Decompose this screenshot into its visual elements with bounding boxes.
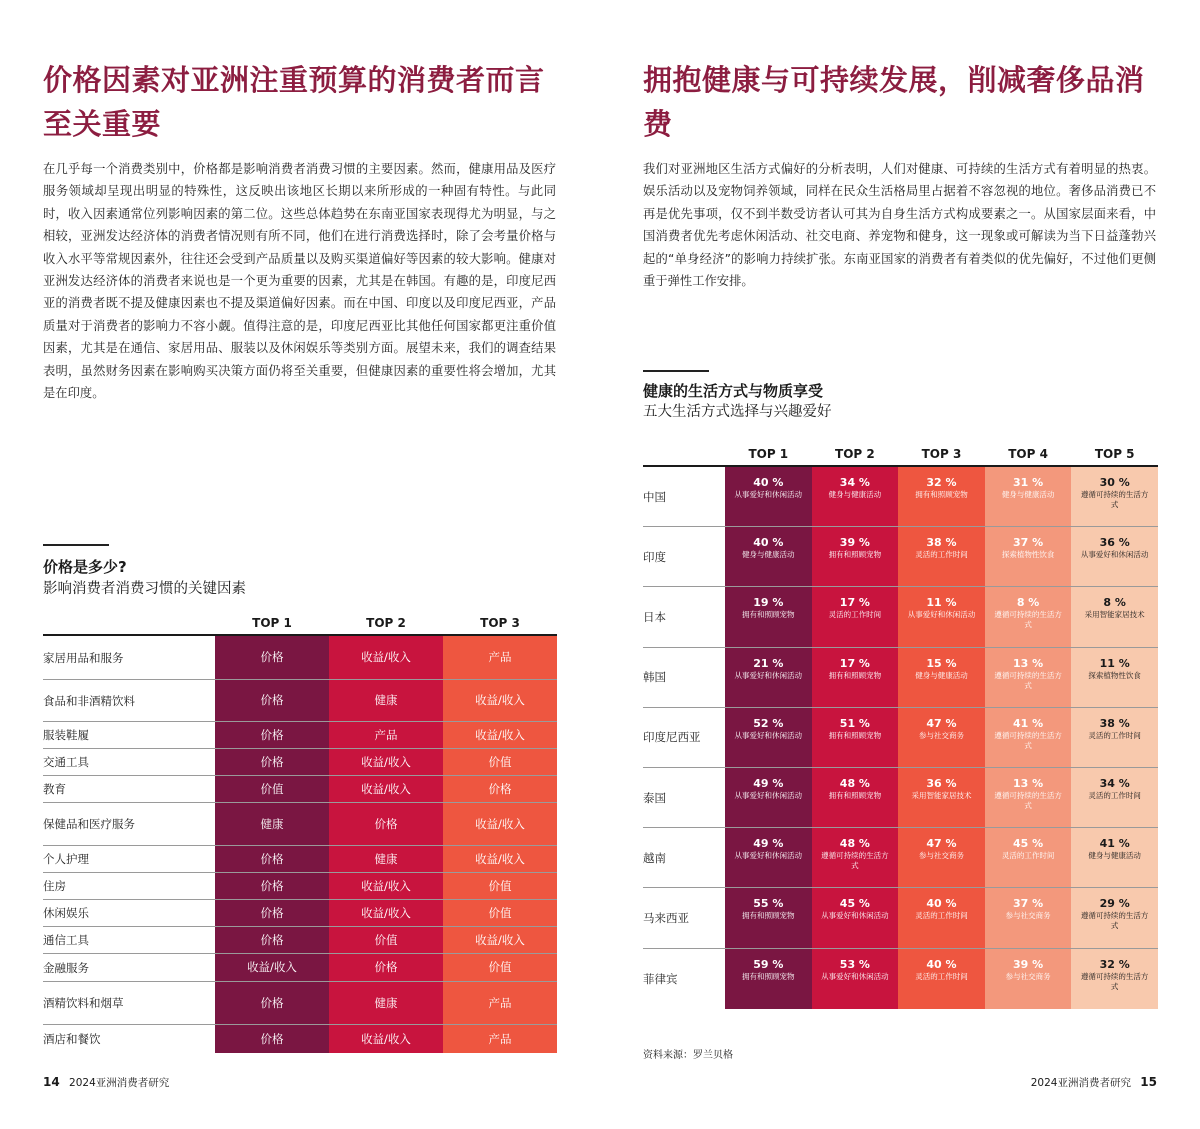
row-country: 日本 bbox=[643, 609, 666, 624]
right-figure-rule bbox=[643, 370, 709, 372]
right-figure-subtitle: 五大生活方式选择与兴趣爱好 bbox=[643, 404, 832, 420]
header-top1: TOP 1 bbox=[252, 616, 292, 630]
lifestyle-cell-top1 bbox=[725, 888, 812, 947]
factor-cell-top3: 价值 bbox=[443, 954, 557, 981]
cell-percentage: 31 % bbox=[1012, 476, 1044, 489]
lifestyle-cell-top5 bbox=[1071, 527, 1158, 586]
factor-cell-top3: 收益/收入 bbox=[443, 927, 557, 953]
factor-cell-top3: 价格 bbox=[443, 776, 557, 802]
row-country: 泰国 bbox=[643, 790, 666, 805]
cell-label: 从事爱好和休闲活动 bbox=[1080, 550, 1149, 560]
source-note: 资料来源：罗兰贝格 bbox=[643, 1050, 733, 1061]
header-top3: TOP 3 bbox=[921, 447, 962, 461]
right-page-number: 15 bbox=[1140, 1075, 1157, 1089]
header-top5: TOP 5 bbox=[1094, 447, 1135, 461]
row-category: 服装鞋履 bbox=[43, 728, 89, 742]
factor-cell-top3: 收益/收入 bbox=[443, 680, 557, 721]
cell-label: 拥有和照顾宠物 bbox=[742, 911, 795, 921]
table-row bbox=[643, 708, 1158, 768]
cell-percentage: 49 % bbox=[753, 837, 784, 851]
cell-percentage: 17 % bbox=[839, 596, 870, 610]
factor-cell-top1: 价格 bbox=[215, 722, 329, 748]
factor-cell-top1: 价格 bbox=[215, 927, 329, 953]
header-top2: TOP 2 bbox=[835, 447, 875, 461]
factor-cell-top2: 价值 bbox=[329, 927, 443, 953]
factor-cell-top3: 价值 bbox=[443, 900, 557, 926]
lifestyle-cell-top4 bbox=[985, 587, 1072, 646]
row-category: 住房 bbox=[43, 879, 66, 893]
row-country: 菲律宾 bbox=[643, 971, 678, 986]
left-page-number: 14 bbox=[43, 1075, 60, 1089]
lifestyle-cell-top2 bbox=[812, 768, 899, 827]
cell-percentage: 37 % bbox=[1012, 536, 1044, 550]
cell-label: 健身与健康活动 bbox=[742, 550, 795, 560]
cell-percentage: 51 % bbox=[839, 716, 870, 730]
cell-label: 从事爱好和休闲活动 bbox=[734, 851, 803, 861]
cell-label: 参与社交商务 bbox=[918, 730, 964, 740]
lifestyle-cell-top2 bbox=[812, 708, 899, 767]
table-row bbox=[643, 888, 1158, 948]
lifestyle-cell-top5 bbox=[1071, 828, 1158, 887]
factor-cell-top2: 收益/收入 bbox=[329, 636, 443, 679]
header-top4: TOP 4 bbox=[1008, 447, 1048, 461]
left-footer bbox=[43, 1075, 169, 1090]
factor-cell-top2: 健康 bbox=[329, 846, 443, 872]
factor-cell-top2: 收益/收入 bbox=[329, 900, 443, 926]
cell-label: 健身与健康活动 bbox=[915, 670, 968, 680]
lifestyle-cell-top5 bbox=[1071, 648, 1158, 707]
row-country: 中国 bbox=[643, 489, 666, 504]
factor-cell-top1: 价格 bbox=[215, 982, 329, 1024]
cell-label: 参与社交商务 bbox=[1005, 971, 1051, 981]
table-row bbox=[43, 900, 557, 927]
table-body bbox=[43, 636, 557, 1053]
left-footer-title: 2024亚洲消费者研究 bbox=[69, 1077, 170, 1089]
lifestyle-cell-top1 bbox=[725, 527, 812, 586]
row-category: 家居用品和服务 bbox=[43, 650, 124, 665]
cell-percentage: 17 % bbox=[839, 656, 870, 670]
cell-label: 遵循可持续的生活方式 bbox=[994, 610, 1062, 630]
factor-cell-top3: 收益/收入 bbox=[443, 846, 557, 872]
cell-label: 遵循可持续的生活方式 bbox=[821, 851, 889, 871]
lifestyle-cell-top5 bbox=[1071, 467, 1158, 526]
factor-cell-top1: 价格 bbox=[215, 900, 329, 926]
factor-cell-top1: 价格 bbox=[215, 846, 329, 872]
lifestyle-cell-top4 bbox=[985, 949, 1072, 1009]
factor-cell-top1: 价格 bbox=[215, 636, 329, 679]
cell-percentage: 30 % bbox=[1099, 476, 1130, 489]
cell-percentage: 41 % bbox=[1012, 716, 1044, 730]
lifestyle-cell-top3 bbox=[898, 828, 985, 887]
cell-percentage: 11 % bbox=[926, 596, 957, 610]
table-body bbox=[643, 467, 1158, 1009]
lifestyle-cell-top4 bbox=[985, 708, 1072, 767]
cell-label: 灵活的工作时间 bbox=[1088, 730, 1141, 740]
header-top3: TOP 3 bbox=[480, 616, 520, 630]
cell-label: 灵活的工作时间 bbox=[1088, 790, 1141, 800]
table-row bbox=[43, 982, 557, 1025]
cell-label: 采用智能家居技术 bbox=[911, 790, 972, 800]
factor-cell-top2: 产品 bbox=[329, 722, 443, 748]
factor-cell-top2: 收益/收入 bbox=[329, 873, 443, 899]
cell-percentage: 47 % bbox=[926, 837, 957, 851]
cell-label: 遵循可持续的生活方式 bbox=[994, 730, 1062, 750]
cell-percentage: 40 % bbox=[926, 957, 957, 971]
factor-cell-top2: 价格 bbox=[329, 803, 443, 845]
cell-label: 从事爱好和休闲活动 bbox=[734, 490, 803, 499]
row-category: 休闲娱乐 bbox=[43, 906, 89, 920]
right-footer-title: 2024亚洲消费者研究 bbox=[1030, 1077, 1131, 1089]
cell-label: 从事爱好和休闲活动 bbox=[907, 610, 976, 620]
row-country: 印度尼西亚 bbox=[643, 730, 701, 745]
table-row bbox=[643, 467, 1158, 527]
row-category: 通信工具 bbox=[43, 933, 89, 947]
cell-label: 遵循可持续的生活方式 bbox=[1080, 971, 1149, 991]
lifestyle-cell-top5 bbox=[1071, 768, 1158, 827]
cell-percentage: 38 % bbox=[926, 536, 957, 550]
table-row bbox=[43, 927, 557, 954]
price-factors-table bbox=[43, 612, 557, 1053]
lifestyle-cell-top1 bbox=[725, 648, 812, 707]
table-row bbox=[43, 846, 557, 873]
cell-label: 健身与健康活动 bbox=[1088, 851, 1141, 861]
factor-cell-top2: 收益/收入 bbox=[329, 1025, 443, 1053]
cell-percentage: 29 % bbox=[1099, 897, 1130, 911]
cell-percentage: 13 % bbox=[1012, 656, 1044, 670]
cell-percentage: 21 % bbox=[753, 656, 784, 670]
cell-label: 灵活的工作时间 bbox=[1001, 851, 1055, 861]
lifestyle-cell-top1 bbox=[725, 587, 812, 646]
cell-percentage: 19 % bbox=[753, 596, 784, 610]
factor-cell-top1: 价格 bbox=[215, 749, 329, 775]
lifestyle-cell-top1 bbox=[725, 949, 812, 1009]
cell-percentage: 53 % bbox=[839, 957, 870, 971]
cell-percentage: 41 % bbox=[1099, 837, 1130, 851]
row-category: 食品和非酒精饮料 bbox=[43, 693, 135, 708]
cell-percentage: 8 % bbox=[1016, 596, 1040, 610]
cell-percentage: 15 % bbox=[926, 656, 957, 670]
cell-label: 灵活的工作时间 bbox=[915, 911, 968, 921]
lifestyle-cell-top2 bbox=[812, 888, 899, 947]
cell-percentage: 45 % bbox=[1012, 837, 1044, 851]
row-country: 越南 bbox=[643, 850, 666, 865]
row-category: 个人护理 bbox=[43, 852, 89, 866]
lifestyle-cell-top2 bbox=[812, 828, 899, 887]
right-figure-title: 健康的生活方式与物质享受 bbox=[643, 382, 824, 400]
table-row bbox=[643, 648, 1158, 708]
cell-percentage: 55 % bbox=[753, 897, 784, 911]
cell-label: 灵活的工作时间 bbox=[915, 550, 968, 560]
cell-label: 遵循可持续的生活方式 bbox=[994, 670, 1062, 690]
cell-label: 拥有和照顾宠物 bbox=[828, 550, 882, 560]
cell-label: 灵活的工作时间 bbox=[915, 971, 968, 981]
lifestyle-cell-top2 bbox=[812, 467, 899, 526]
table-row bbox=[643, 527, 1158, 587]
header-top2: TOP 2 bbox=[366, 616, 406, 630]
factor-cell-top3: 产品 bbox=[443, 982, 557, 1024]
table-row bbox=[43, 749, 557, 776]
cell-percentage: 32 % bbox=[1099, 957, 1130, 971]
cell-label: 探索植物性饮食 bbox=[1088, 670, 1141, 680]
lifestyle-cell-top5 bbox=[1071, 587, 1158, 646]
table-row bbox=[43, 722, 557, 749]
lifestyle-cell-top3 bbox=[898, 587, 985, 646]
cell-label: 拥有和照顾宠物 bbox=[742, 610, 795, 620]
factor-cell-top3: 产品 bbox=[443, 1025, 557, 1053]
cell-percentage: 34 % bbox=[1099, 776, 1130, 790]
right-heading: 拥抱健康与可持续发展，削减奢侈品消费 bbox=[643, 63, 1145, 141]
cell-label: 从事爱好和休闲活动 bbox=[734, 670, 803, 680]
lifestyle-cell-top3 bbox=[898, 467, 985, 526]
cell-percentage: 32 % bbox=[926, 476, 957, 489]
cell-percentage: 34 % bbox=[839, 476, 870, 489]
table-row bbox=[643, 828, 1158, 888]
lifestyle-cell-top4 bbox=[985, 648, 1072, 707]
factor-cell-top3: 价值 bbox=[443, 873, 557, 899]
lifestyle-cell-top4 bbox=[985, 828, 1072, 887]
lifestyle-cell-top1 bbox=[725, 768, 812, 827]
right-body-text: 我们对亚洲地区生活方式偏好的分析表明，人们对健康、可持续的生活方式有着明显的热衷。娱乐活动以及宠物饲养领域，同样在民众生活格局里占据着不容忽视的地位。奢侈品消费已不再是优先事项，仅不到半数受访者认可其为自身生活方式构成要素之一。从国家层面来看，中国消费者优先考虑休闲活动、社交电商、养宠物和健身，这一现象或可解读为当下日益蓬勃兴起的“单身经济”的影响力持续扩张。东南亚国家的消费者有着类似的优先偏好，不过他们更侧重于弹性工作安排。 bbox=[643, 162, 1156, 289]
left-figure-subtitle: 影响消费者消费习惯的关键因素 bbox=[43, 581, 246, 597]
cell-percentage: 40 % bbox=[926, 897, 957, 911]
left-heading: 价格因素对亚洲注重预算的消费者而言至关重要 bbox=[43, 63, 545, 141]
factor-cell-top3: 收益/收入 bbox=[443, 722, 557, 748]
cell-percentage: 36 % bbox=[926, 776, 957, 790]
right-footer bbox=[1031, 1075, 1157, 1090]
factor-cell-top3: 收益/收入 bbox=[443, 803, 557, 845]
lifestyle-cell-top2 bbox=[812, 648, 899, 707]
factor-cell-top1: 价格 bbox=[215, 873, 329, 899]
lifestyle-cell-top2 bbox=[812, 587, 899, 646]
table-row bbox=[643, 587, 1158, 647]
cell-label: 健身与健康活动 bbox=[828, 490, 882, 499]
lifestyle-cell-top3 bbox=[898, 888, 985, 947]
row-category: 金融服务 bbox=[43, 960, 89, 975]
cell-percentage: 39 % bbox=[1012, 957, 1044, 971]
cell-percentage: 8 % bbox=[1103, 596, 1126, 610]
cell-percentage: 40 % bbox=[753, 536, 784, 550]
lifestyle-cell-top3 bbox=[898, 949, 985, 1009]
cell-percentage: 59 % bbox=[753, 957, 784, 971]
factor-cell-top2: 健康 bbox=[329, 680, 443, 721]
row-country: 印度 bbox=[643, 549, 666, 564]
cell-label: 采用智能家居技术 bbox=[1084, 610, 1145, 620]
table-row bbox=[643, 949, 1158, 1009]
left-figure-rule bbox=[43, 544, 109, 546]
cell-label: 从事爱好和休闲活动 bbox=[734, 730, 803, 740]
factor-cell-top2: 收益/收入 bbox=[329, 749, 443, 775]
factor-cell-top1: 价值 bbox=[215, 776, 329, 802]
lifestyle-cell-top2 bbox=[812, 527, 899, 586]
cell-percentage: 37 % bbox=[1012, 897, 1044, 911]
row-country: 马来西亚 bbox=[643, 910, 689, 925]
lifestyle-cell-top4 bbox=[985, 768, 1072, 827]
left-figure-title: 价格是多少? bbox=[43, 558, 127, 576]
table-row bbox=[643, 768, 1158, 828]
factor-cell-top1: 收益/收入 bbox=[215, 954, 329, 981]
row-category: 保健品和医疗服务 bbox=[43, 817, 135, 831]
cell-label: 拥有和照顾宠物 bbox=[828, 790, 882, 800]
cell-label: 拥有和照顾宠物 bbox=[915, 490, 968, 499]
table-row bbox=[43, 1025, 557, 1053]
cell-percentage: 48 % bbox=[839, 837, 870, 851]
left-body-text: 在几乎每一个消费类别中，价格都是影响消费者消费习惯的主要因素。然而，健康用品及医疗服务领域却呈现出明显的特殊性，这反映出该地区长期以来所形成的一种固有特性。与此同时，收入因素通常位列影响因素的第二位。这些总体趋势在东南亚国家表现得尤为明显，与之相较，亚洲发达经济体的消费者情况则有所不同，他们在进行消费选择时，除了会考量价格与收入水平等常规因素外，往往还会受到产品质量以及购买渠道偏好等因素的较大影响。健康对亚洲发达经济体的消费者来说也是一个更为重要的因素，尤其是在韩国。有趣的是，印度尼西亚的消费者既不提及健康因素也不提及渠道偏好因素。而在中国、印度以及印度尼西亚，产品质量对于消费者的影响力不容小觑。值得注意的是，印度尼西亚比其他任何国家都更注重价值因素，尤其是在通信、家居用品、服装以及休闲娱乐等类别方面。展望未来，我们的调查结果表明，虽然财务因素在影响购买决策方面仍将至关重要，但健康因素的重要性将会增加，尤其是在印度。 bbox=[43, 162, 556, 401]
cell-label: 拥有和照顾宠物 bbox=[828, 670, 882, 680]
factor-cell-top2: 健康 bbox=[329, 982, 443, 1024]
factor-cell-top2: 价格 bbox=[329, 954, 443, 981]
factor-cell-top3: 产品 bbox=[443, 636, 557, 679]
table-header bbox=[43, 612, 557, 634]
table-row bbox=[43, 776, 557, 803]
lifestyle-cell-top3 bbox=[898, 768, 985, 827]
cell-percentage: 47 % bbox=[926, 716, 957, 730]
table-row bbox=[43, 803, 557, 846]
factor-cell-top2: 收益/收入 bbox=[329, 776, 443, 802]
cell-percentage: 38 % bbox=[1099, 716, 1130, 730]
factor-cell-top1: 价格 bbox=[215, 1025, 329, 1053]
lifestyle-cell-top3 bbox=[898, 708, 985, 767]
cell-label: 拥有和照顾宠物 bbox=[742, 971, 795, 981]
lifestyle-cell-top5 bbox=[1071, 949, 1158, 1009]
table-row bbox=[43, 873, 557, 900]
lifestyle-table bbox=[643, 443, 1158, 1009]
cell-percentage: 40 % bbox=[753, 476, 784, 489]
table-header bbox=[643, 443, 1158, 465]
lifestyle-cell-top3 bbox=[898, 527, 985, 586]
cell-label: 从事爱好和休闲活动 bbox=[821, 971, 889, 981]
cell-label: 参与社交商务 bbox=[1005, 911, 1051, 921]
row-category: 交通工具 bbox=[43, 755, 89, 769]
row-category: 教育 bbox=[43, 782, 66, 796]
cell-label: 从事爱好和休闲活动 bbox=[734, 790, 803, 800]
row-category: 酒店和餐饮 bbox=[43, 1032, 101, 1046]
lifestyle-cell-top5 bbox=[1071, 708, 1158, 767]
cell-label: 遵循可持续的生活方式 bbox=[1080, 490, 1149, 509]
lifestyle-cell-top2 bbox=[812, 949, 899, 1009]
cell-label: 健身与健康活动 bbox=[1001, 490, 1055, 499]
lifestyle-cell-top4 bbox=[985, 527, 1072, 586]
cell-percentage: 36 % bbox=[1099, 536, 1130, 550]
cell-percentage: 48 % bbox=[839, 776, 870, 790]
lifestyle-cell-top1 bbox=[725, 467, 812, 526]
cell-percentage: 11 % bbox=[1099, 656, 1130, 670]
cell-label: 灵活的工作时间 bbox=[828, 610, 882, 620]
cell-label: 遵循可持续的生活方式 bbox=[994, 790, 1062, 810]
factor-cell-top3: 价值 bbox=[443, 749, 557, 775]
cell-label: 拥有和照顾宠物 bbox=[828, 730, 882, 740]
cell-percentage: 52 % bbox=[753, 716, 784, 730]
cell-label: 从事爱好和休闲活动 bbox=[821, 911, 889, 921]
table-row bbox=[43, 636, 557, 680]
cell-percentage: 13 % bbox=[1012, 776, 1044, 790]
cell-label: 探索植物性饮食 bbox=[1001, 550, 1055, 560]
factor-cell-top1: 价格 bbox=[215, 680, 329, 721]
lifestyle-cell-top1 bbox=[725, 708, 812, 767]
cell-label: 遵循可持续的生活方式 bbox=[1080, 911, 1149, 931]
lifestyle-cell-top4 bbox=[985, 888, 1072, 947]
row-country: 韩国 bbox=[643, 670, 666, 685]
lifestyle-cell-top5 bbox=[1071, 888, 1158, 947]
row-category: 酒精饮料和烟草 bbox=[43, 996, 124, 1010]
cell-percentage: 49 % bbox=[753, 776, 784, 790]
cell-percentage: 45 % bbox=[839, 897, 870, 911]
table-row bbox=[43, 954, 557, 982]
lifestyle-cell-top1 bbox=[725, 828, 812, 887]
cell-percentage: 39 % bbox=[839, 536, 870, 550]
header-top1: TOP 1 bbox=[748, 447, 789, 461]
lifestyle-cell-top3 bbox=[898, 648, 985, 707]
lifestyle-cell-top4 bbox=[985, 467, 1072, 526]
table-row bbox=[43, 680, 557, 722]
cell-label: 参与社交商务 bbox=[918, 851, 964, 861]
factor-cell-top1: 健康 bbox=[215, 803, 329, 845]
